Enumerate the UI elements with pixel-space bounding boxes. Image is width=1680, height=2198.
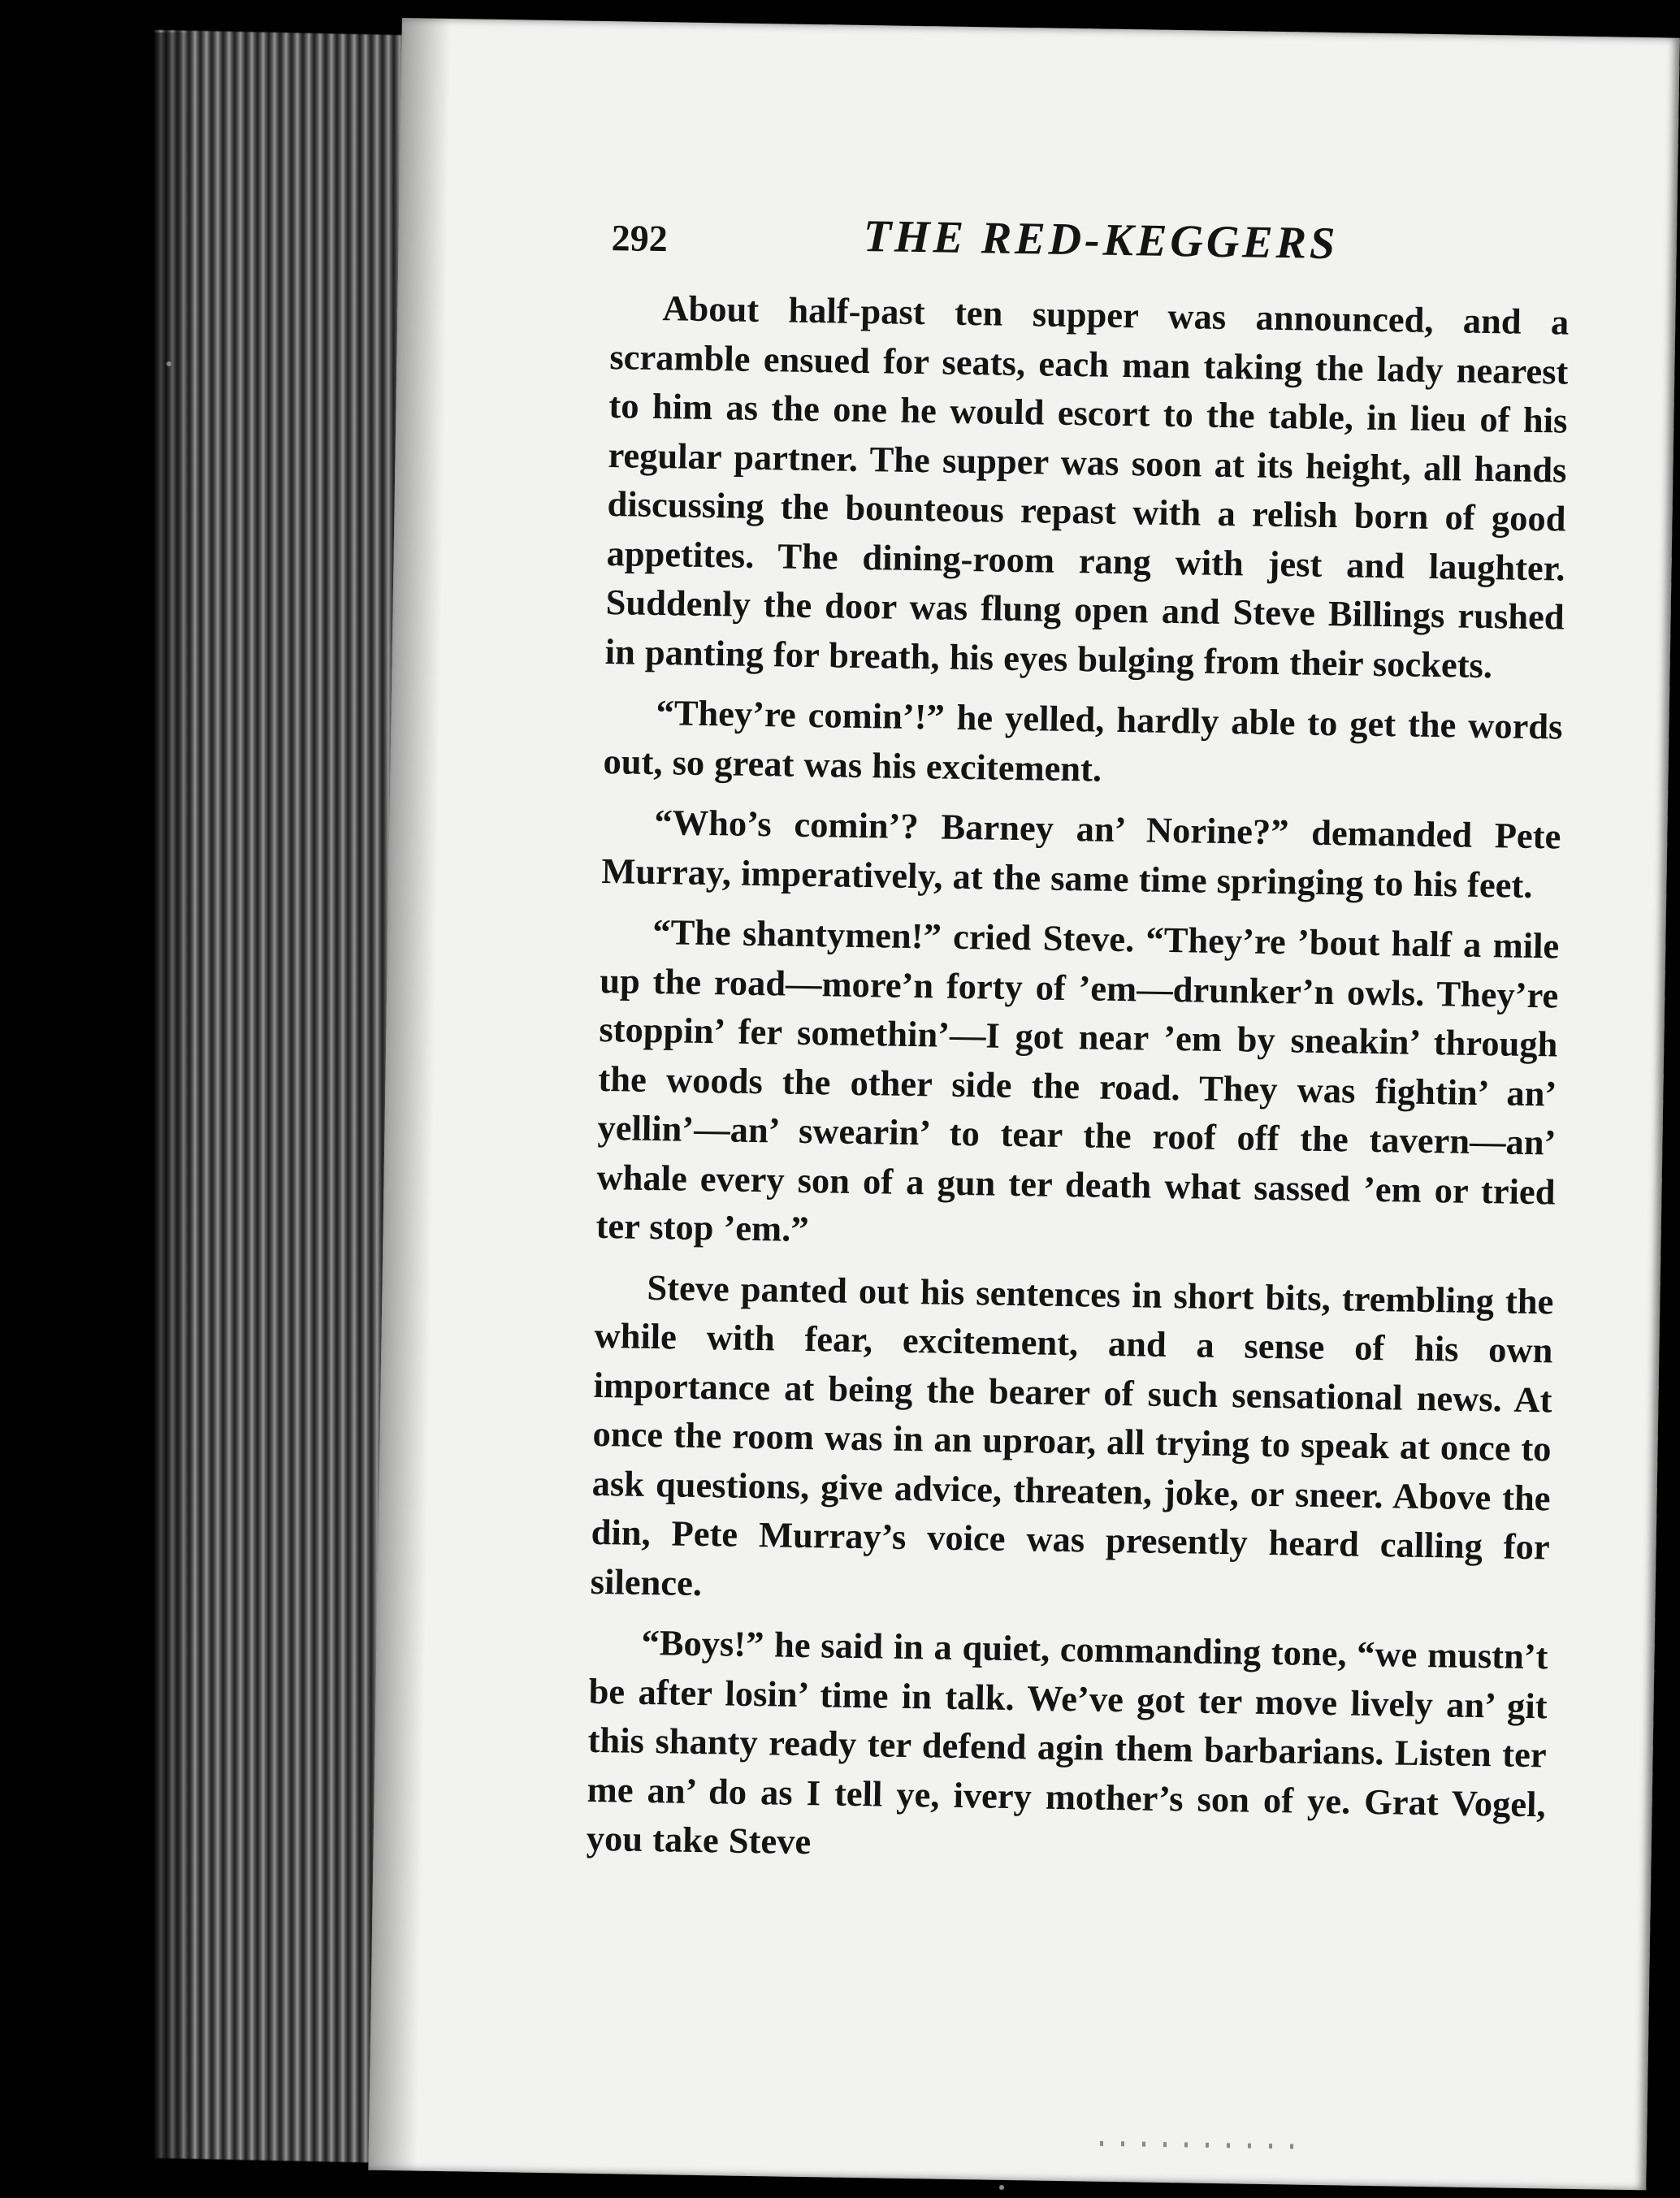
scan-artifact [1100, 2141, 1311, 2149]
paragraph: About half-past ten supper was announced, and a scramble ensued for seats, each man taking the lady nearest to him as the one he would escort to the table, in lieu of his regular partner. The supper was soon at its height, all hands discussing the bounteous repast with a relish born of good appetites. The dining-room rang with jest and laughter. Suddenly the door was flung open and Steve Billings rushed in panting for breath, his eyes bulging from their sockets. [604, 288, 1570, 686]
paragraph: “They’re comin’!” he yelled, hardly able to get the words out, so great was his excitement. [603, 692, 1563, 790]
book-page [368, 18, 1679, 2190]
scan-speck [999, 2185, 1004, 2190]
running-title: THE RED-KEGGERS [863, 210, 1339, 270]
paragraph: “Who’s comin’? Barney an’ Norine?” demanded Pete Murray, imperatively, at the same time springing to his feet. [601, 802, 1561, 906]
body-text [586, 283, 1569, 1878]
paragraph: “Boys!” he said in a quiet, commanding tone, “we mustn’t be after losin’ time in talk. We’ve got ter move lively an’ git this shanty ready ter defend agin them barbarians. Listen ter me an’ do as I tell ye, ivery mother’s son of ye. Grat Vogel, you take Steve [586, 1621, 1548, 1863]
running-head [611, 200, 1570, 280]
page-content [586, 200, 1570, 1889]
edge-shadow [97, 32, 195, 2161]
scan-speck [167, 361, 171, 366]
paragraph: Steve panted out his sentences in short bits, trembling the while with fear, excitement, and a sense of his own importance at being the bearer of such sensational news. At once the room was in an uproar, all trying to speak at once to ask questions, give advice, threaten, joke, or sneer. Above the din, Pete Murray’s voice was presently heard calling for silence. [590, 1266, 1554, 1603]
paragraph: “The shantymen!” cried Steve. “They’re ’bout half a mile up the road—more’n forty of ’em—drunker’n owls. They’re stoppin’ fer somethin’—I got near ’em by sneakin’ through the woods the other side the road. They was fightin’ an’ yellin’—an’ swearin’ to tear the roof off the tavern—an’ whale every son of a gun ter death what sassed ’em or tried ter stop ’em.” [595, 911, 1560, 1250]
page-number: 292 [611, 217, 669, 260]
